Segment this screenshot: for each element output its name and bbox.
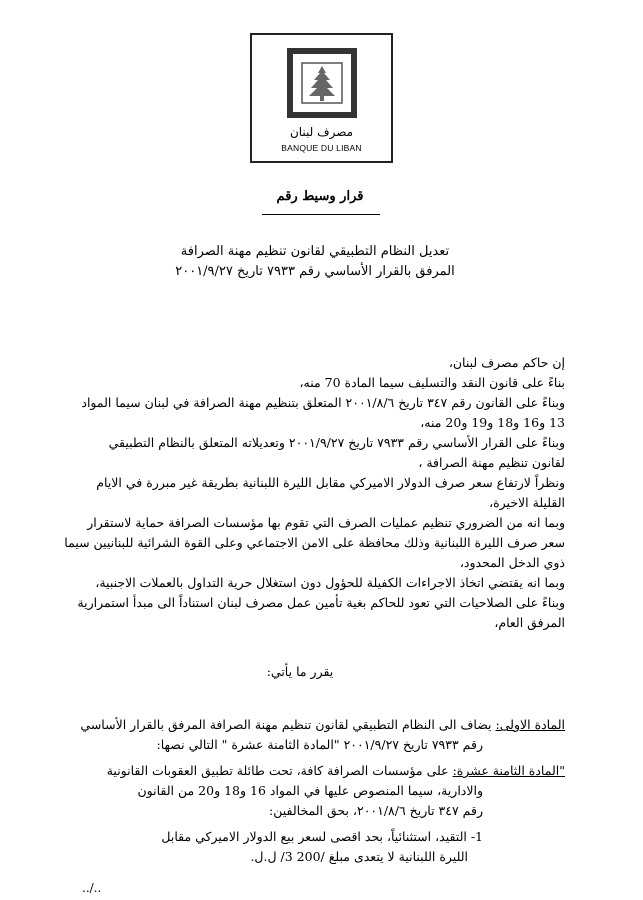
preamble-line: وبناءً على الصلاحيات التي تعود للحاكم بغية تأمين عمل مصرف لبنان استناداً الى مبدأ استمرارية [77, 595, 565, 610]
cedar-emblem-icon [284, 47, 360, 119]
article-18-text: على مؤسسات الصرافة كافة، تحت طائلة تطبيق العقوبات القانونية [106, 763, 453, 778]
title-underline [262, 214, 380, 215]
logo-arabic-text: مصرف لبنان [289, 125, 354, 139]
article-18-label: "المادة الثامنة عشرة: [452, 763, 565, 778]
preamble-line: وبما انه من الضروري تنظيم عمليات الصرف التي تقوم بها مؤسسات الصرافة حماية لاستقرار [87, 515, 565, 530]
article-1-line-2: رقم ٧٩٣٣ تاريخ ٢٠٠١/٩/٢٧ "المادة الثامنة عشرة " التالي نصها: [156, 737, 483, 752]
item-1-line-2: الليرة اللبنانية لا يتعدى مبلغ /200 3/ ل.ل. [250, 849, 468, 864]
decides-heading: يقرر ما يأتي: [266, 664, 334, 679]
article-1-line-1 [70, 716, 565, 733]
preamble-line: ذوي الدخل المحدود، [459, 555, 565, 570]
preamble-line: بناءً على قانون النقد والتسليف سيما المادة 70 منه، [299, 375, 565, 390]
item-1-line-1: 1- التقيد، استثنائياً، بحد اقصى لسعر بيع الدولار الاميركي مقابل [161, 829, 483, 844]
preamble-line: سعر صرف الليرة اللبنانية وذلك محافظة على الامن الاجتماعي وعلى القوة الشرائية للبنانيين سيما [64, 535, 565, 550]
preamble-line: وبناءً على القرار الأساسي رقم ٧٩٣٣ تاريخ ٢٠٠١/٩/٢٧ وتعديلاته المتعلق بالنظام التطبيقي [108, 435, 565, 450]
subtitle-line-1: تعديل النظام التطبيقي لقانون تنظيم مهنة الصرافة [180, 244, 450, 259]
logo-french-text: BANQUE DU LIBAN [281, 143, 362, 153]
article-18-line-2: والادارية، سيما المنصوص عليها في المواد 16 و18 و20 من القانون [137, 783, 483, 798]
preamble-line: وبما انه يقتضي اتخاذ الاجراءات الكفيلة للحؤول دون استغلال حرية التداول بالعملات الاجنبية، [95, 575, 565, 590]
preamble-line: إن حاكم مصرف لبنان، [448, 355, 565, 370]
preamble-line: المرفق العام، [494, 615, 565, 630]
decision-title: قرار وسيط رقم [276, 189, 364, 204]
article-1-label: المادة الاولى: [495, 717, 565, 732]
preamble-line: 13 و16 و18 و19 و20 منه، [420, 415, 565, 430]
preamble-line: وبناءً على القانون رقم ٣٤٧ تاريخ ٢٠٠١/٨/٦ المتعلق بتنظيم مهنة الصرافة في لبنان سيما المواد [81, 395, 565, 410]
article-1-text: يضاف الى النظام التطبيقي لقانون تنظيم مهنة الصرافة المرفق بالقرار الأساسي [80, 717, 496, 732]
article-18-line-3: رقم ٣٤٧ تاريخ ٢٠٠١/٨/٦، بحق المخالفين: [269, 803, 483, 818]
preamble-line: القليلة الاخيرة، [489, 495, 565, 510]
article-18-line-1 [90, 762, 565, 779]
subtitle-line-2: المرفق بالقرار الأساسي رقم ٧٩٣٣ تاريخ ٢٠٠١/٩/٢٧ [175, 264, 455, 279]
preamble-line: ونظراً لارتفاع سعر صرف الدولار الاميركي مقابل الليرة اللبنانية بطريقة غير مبررة في الايام [96, 475, 565, 490]
preamble-line: لقانون تنظيم مهنة الصرافة ، [418, 455, 565, 470]
continuation-mark: ../.. [82, 881, 102, 895]
bdl-logo [250, 33, 393, 163]
